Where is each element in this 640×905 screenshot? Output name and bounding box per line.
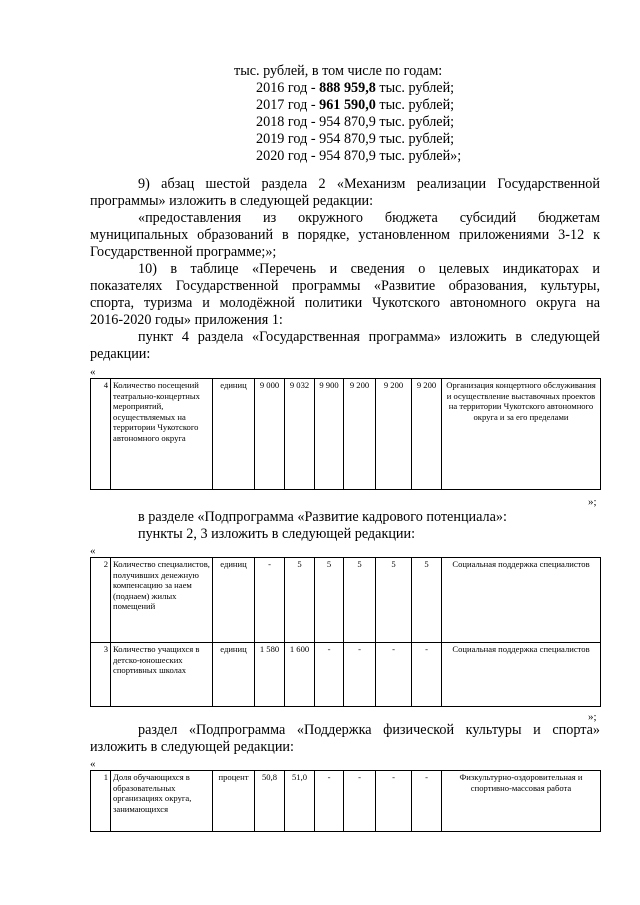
subprogram2-line2: изложить в следующей редакции: xyxy=(90,739,294,755)
event-name: Социальная поддержка специалистов xyxy=(442,558,601,643)
quote-open-1: « xyxy=(90,366,96,378)
value-2015: - xyxy=(255,558,285,643)
table-row xyxy=(91,379,601,490)
table-row xyxy=(91,643,601,707)
para10-line4: 2016-2020 годы» приложения 1: xyxy=(90,312,283,328)
row-number: 2 xyxy=(91,558,111,643)
unit: процент xyxy=(213,771,255,832)
finance-year-2019: 2019 год - 954 870,9 тыс. рублей; xyxy=(256,131,455,147)
quote-open-3: « xyxy=(90,758,96,770)
value-2018: - xyxy=(344,643,376,707)
para9-line5: Государственной программе;»; xyxy=(90,244,277,260)
para10-line5: пункт 4 раздела «Государственная программа» изложить в следующей xyxy=(138,329,600,345)
table-row xyxy=(91,558,601,643)
table-row xyxy=(91,771,601,832)
quote-close-2: »; xyxy=(588,711,597,723)
unit: единиц xyxy=(213,558,255,643)
event-name: Организация концертного обслуживания и осуществление выставочных проектов на территории Чукотского автономного округа и за его пределами xyxy=(442,379,601,490)
indicator-name: Количество учащихся в детско-юношеских спортивных школах xyxy=(111,643,213,707)
value-2016: 5 xyxy=(285,558,315,643)
para10-line3: спорта, туризма и молодёжной политики Чукотского автономного округа на xyxy=(90,295,600,311)
para10-line1: 10) в таблице «Перечень и сведения о целевых индикаторах и xyxy=(138,261,600,277)
value-2017: 9 900 xyxy=(315,379,344,490)
value-2018: - xyxy=(344,771,376,832)
value-2016: 9 032 xyxy=(285,379,315,490)
event-name: Физкультурно-оздоровительная и спортивно-массовая работа xyxy=(442,771,601,832)
table-indicators-2 xyxy=(90,557,601,707)
value-2019: - xyxy=(376,771,412,832)
indicator-name: Количество специалистов, получивших денежную компенсацию за наем (поднаем) жилых помещений xyxy=(111,558,213,643)
finance-year-2016: 2016 год - 888 959,8 тыс. рублей; xyxy=(256,80,455,96)
value-2016: 51,0 xyxy=(285,771,315,832)
value-2017: - xyxy=(315,771,344,832)
para9-line2: программы» изложить в следующей редакции: xyxy=(90,193,374,209)
finance-year-2020: 2020 год - 954 870,9 тыс. рублей»; xyxy=(256,148,462,164)
finance-year-2017: 2017 год - 961 590,0 тыс. рублей; xyxy=(256,97,455,113)
table-indicators-3 xyxy=(90,770,601,832)
value-2019: - xyxy=(376,643,412,707)
value-2017: 5 xyxy=(315,558,344,643)
value-2018: 9 200 xyxy=(344,379,376,490)
value-2020: 5 xyxy=(412,558,442,643)
value-2015: 50,8 xyxy=(255,771,285,832)
value-2020: 9 200 xyxy=(412,379,442,490)
row-number: 3 xyxy=(91,643,111,707)
subprogram1-line2: пункты 2, 3 изложить в следующей редакции: xyxy=(138,526,416,542)
para9-line1: 9) абзац шестой раздела 2 «Механизм реализации Государственной xyxy=(138,176,600,192)
finance-year-2018: 2018 год - 954 870,9 тыс. рублей; xyxy=(256,114,455,130)
table-indicators-1 xyxy=(90,378,601,490)
value-2015: 1 580 xyxy=(255,643,285,707)
quote-close-1: »; xyxy=(588,496,597,508)
para10-line2: показателях Государственной программы «Развитие образования, культуры, xyxy=(90,278,600,294)
row-number: 1 xyxy=(91,771,111,832)
value-2017: - xyxy=(315,643,344,707)
event-name: Социальная поддержка специалистов xyxy=(442,643,601,707)
value-2020: - xyxy=(412,771,442,832)
unit: единиц xyxy=(213,643,255,707)
para9-line3: «предоставления из окружного бюджета субсидий бюджетам xyxy=(138,210,600,226)
finance-intro: тыс. рублей, в том числе по годам: xyxy=(234,63,443,79)
value-2018: 5 xyxy=(344,558,376,643)
value-2015: 9 000 xyxy=(255,379,285,490)
indicator-name: Количество посещений театрально-концертных мероприятий, осуществляемых на территории Чукотского автономного округа xyxy=(111,379,213,490)
subprogram2-line1: раздел «Подпрограмма «Поддержка физической культуры и спорта» xyxy=(138,722,600,738)
unit: единиц xyxy=(213,379,255,490)
para9-line4: муниципальных образований в порядке, установленном приложениями 3-12 к xyxy=(90,227,600,243)
para10-line6: редакции: xyxy=(90,346,151,362)
value-2019: 9 200 xyxy=(376,379,412,490)
row-number: 4 xyxy=(91,379,111,490)
quote-open-2: « xyxy=(90,545,96,557)
value-2019: 5 xyxy=(376,558,412,643)
value-2020: - xyxy=(412,643,442,707)
indicator-name: Доля обучающихся в образовательных организациях округа, занимающихся xyxy=(111,771,213,832)
value-2016: 1 600 xyxy=(285,643,315,707)
subprogram1-line1: в разделе «Подпрограмма «Развитие кадрового потенциала»: xyxy=(138,509,507,525)
